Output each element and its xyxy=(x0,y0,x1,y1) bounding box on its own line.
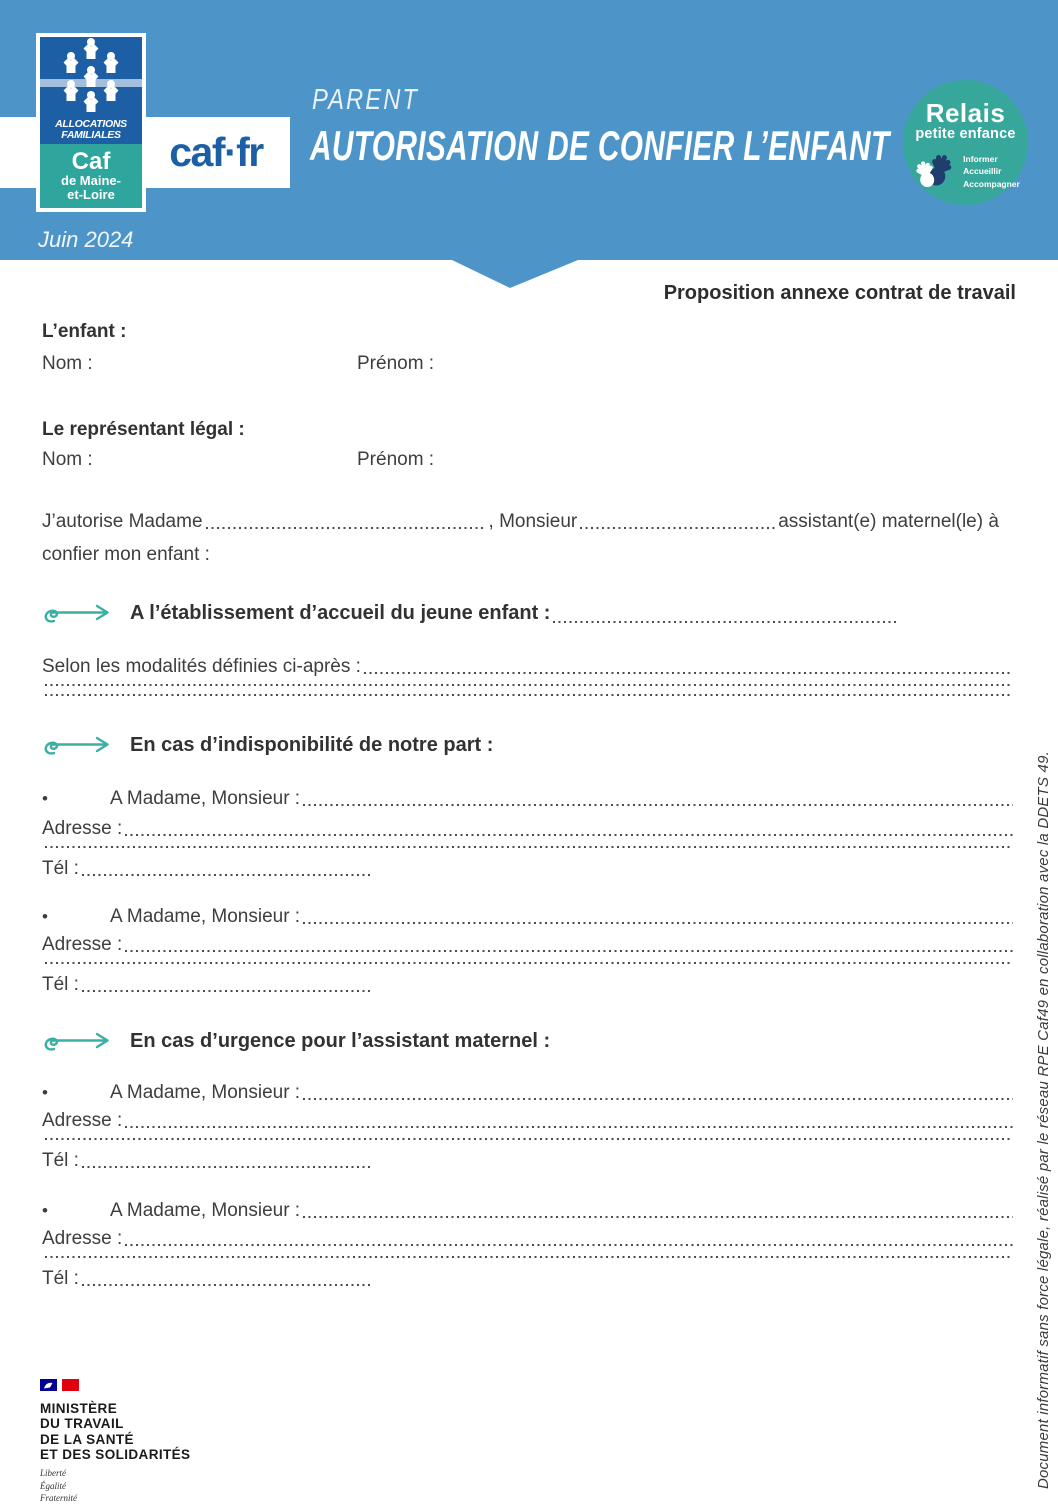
relais-item-3: Accompagner xyxy=(963,178,1020,189)
ministry-line-2: DU TRAVAIL xyxy=(40,1416,124,1432)
caffr-logo: caf·fr xyxy=(169,129,263,175)
document-subtitle: Proposition annexe contrat de travail xyxy=(663,282,1016,304)
dotted-line xyxy=(82,1284,372,1286)
caf-dept-line2: et-Loire xyxy=(67,187,115,202)
ministry-line-4: ET DES SOLIDARITÉS xyxy=(40,1446,191,1462)
section2-heading-label: En cas d’urgence pour l’assistant maternel : xyxy=(130,1029,551,1052)
side-note: Document informatif sans force légale, réalisé par le réseau RPE Caf49 en collaboration avec la DDETS 49. xyxy=(1035,750,1052,1489)
section-arrow-icon xyxy=(42,598,118,628)
relais-item-1: Informer xyxy=(963,153,998,164)
header-date: Juin 2024 xyxy=(38,227,134,252)
section-emergency-heading xyxy=(42,1026,1016,1056)
relais-title: Relais xyxy=(925,98,1006,128)
dotted-line xyxy=(303,1098,1013,1100)
child-section-heading: L’enfant : xyxy=(42,321,127,342)
contact-address-row xyxy=(42,934,1016,956)
guardian-lastname-label: Nom : xyxy=(42,449,93,470)
section1-heading-label: En cas d’indisponibilité de notre part : xyxy=(130,733,494,756)
dotted-line xyxy=(82,990,372,992)
dotted-line xyxy=(303,1216,1013,1218)
ministry-line-1: MINISTÈRE xyxy=(40,1401,118,1416)
contact-name-row xyxy=(42,1082,1016,1104)
dotted-line xyxy=(206,527,486,529)
bullet: • xyxy=(42,907,48,926)
caf-family-icon xyxy=(40,39,142,111)
dotted-line xyxy=(303,922,1013,924)
bullet: • xyxy=(42,1201,48,1220)
dotted-line xyxy=(45,1138,1013,1140)
bullet: • xyxy=(42,789,48,808)
bullet: • xyxy=(42,1083,48,1102)
child-name-row xyxy=(42,353,1016,375)
relais-subtitle: petite enfance xyxy=(915,126,1016,142)
motto-line-1: Liberté xyxy=(40,1468,66,1478)
caf-org-name: Caf xyxy=(71,148,111,176)
establishment-row xyxy=(42,598,1016,628)
dotted-line xyxy=(45,1256,1013,1258)
motto-line-3: Fraternité xyxy=(40,1493,77,1504)
contact-phone-row xyxy=(42,1150,1016,1172)
guardian-name-row xyxy=(42,449,1016,471)
french-flag-icon xyxy=(40,1379,82,1392)
dotted-line xyxy=(45,684,1013,686)
child-lastname-label: Nom : xyxy=(42,353,93,374)
establishment-label: A l’établissement d’accueil du jeune enfant : xyxy=(130,601,551,624)
french-motto xyxy=(40,1467,190,1505)
caf-logo-bottom xyxy=(40,144,142,208)
contact-name-row xyxy=(42,1200,1016,1222)
contact-name-label: A Madame, Monsieur : xyxy=(110,788,301,809)
dotted-line xyxy=(125,834,1013,836)
contact-phone-row xyxy=(42,858,1016,880)
relais-item-2: Accueillir xyxy=(963,166,1002,177)
dotted-line xyxy=(125,1244,1013,1246)
dotted-line xyxy=(553,621,898,623)
caf-brand-text xyxy=(40,119,142,143)
caf-brand-line2: FAMILIALES xyxy=(61,129,121,142)
contact-name-row xyxy=(42,788,1016,810)
relais-hands-icon xyxy=(911,145,961,193)
contact-phone-label: Tél : xyxy=(42,1150,79,1171)
dotted-line xyxy=(45,694,1013,696)
document-body xyxy=(42,260,1016,1290)
header-kicker: PARENT xyxy=(312,84,419,116)
dotted-line xyxy=(82,874,372,876)
authorization-part1: J’autorise Madame xyxy=(42,511,203,532)
dotted-line xyxy=(580,527,775,529)
contact-address-label: Adresse : xyxy=(42,1228,123,1249)
guardian-firstname-label: Prénom : xyxy=(357,449,435,470)
contact-address-label: Adresse : xyxy=(42,934,123,955)
contact-name-label: A Madame, Monsieur : xyxy=(110,906,301,927)
page-title: AUTORISATION DE CONFIER L’ENFANT xyxy=(310,122,890,169)
caf-logo xyxy=(36,33,146,212)
caf-logo-top xyxy=(40,37,142,144)
dotted-line xyxy=(45,846,1013,848)
legal-guardian-heading: Le représentant légal : xyxy=(42,419,245,440)
contact-address-row xyxy=(42,1110,1016,1132)
caf-dept-line1: de Maine- xyxy=(61,173,121,189)
relais-badge xyxy=(903,80,1028,205)
modalities-label: Selon les modalités définies ci-après : xyxy=(42,656,361,677)
dotted-line xyxy=(125,950,1013,952)
dotted-line xyxy=(303,804,1013,806)
caf-brand-line1: ALLOCATIONS xyxy=(55,117,127,130)
contact-address-row xyxy=(42,818,1016,840)
authorization-part3: assistant(e) maternel(le) à xyxy=(778,511,999,532)
section-unavailability-heading xyxy=(42,730,1016,760)
dotted-line xyxy=(82,1166,372,1168)
dotted-line xyxy=(45,962,1013,964)
child-firstname-label: Prénom : xyxy=(357,353,435,374)
section-arrow-icon xyxy=(42,1026,118,1056)
dotted-line xyxy=(364,672,1013,674)
authorization-line-1 xyxy=(42,511,1016,533)
contact-phone-label: Tél : xyxy=(42,1268,79,1289)
contact-address-row xyxy=(42,1228,1016,1250)
contact-phone-label: Tél : xyxy=(42,858,79,879)
modalities-row xyxy=(42,656,1016,678)
contact-name-label: A Madame, Monsieur : xyxy=(110,1200,301,1221)
contact-phone-label: Tél : xyxy=(42,974,79,995)
dotted-line xyxy=(125,1126,1013,1128)
motto-line-2: Égalité xyxy=(40,1480,66,1491)
contact-name-row xyxy=(42,906,1016,928)
contact-name-label: A Madame, Monsieur : xyxy=(110,1082,301,1103)
section-arrow-icon xyxy=(42,730,118,760)
contact-address-label: Adresse : xyxy=(42,818,123,839)
authorization-part2: , Monsieur xyxy=(488,511,578,532)
authorization-part4: confier mon enfant : xyxy=(42,544,210,565)
ministry-name xyxy=(40,1401,190,1462)
ministry-logo xyxy=(40,1379,190,1505)
relais-items xyxy=(963,153,1020,190)
contact-address-label: Adresse : xyxy=(42,1110,123,1131)
contact-phone-row xyxy=(42,1268,1016,1290)
ministry-line-3: DE LA SANTÉ xyxy=(40,1431,134,1447)
contact-phone-row xyxy=(42,974,1016,996)
